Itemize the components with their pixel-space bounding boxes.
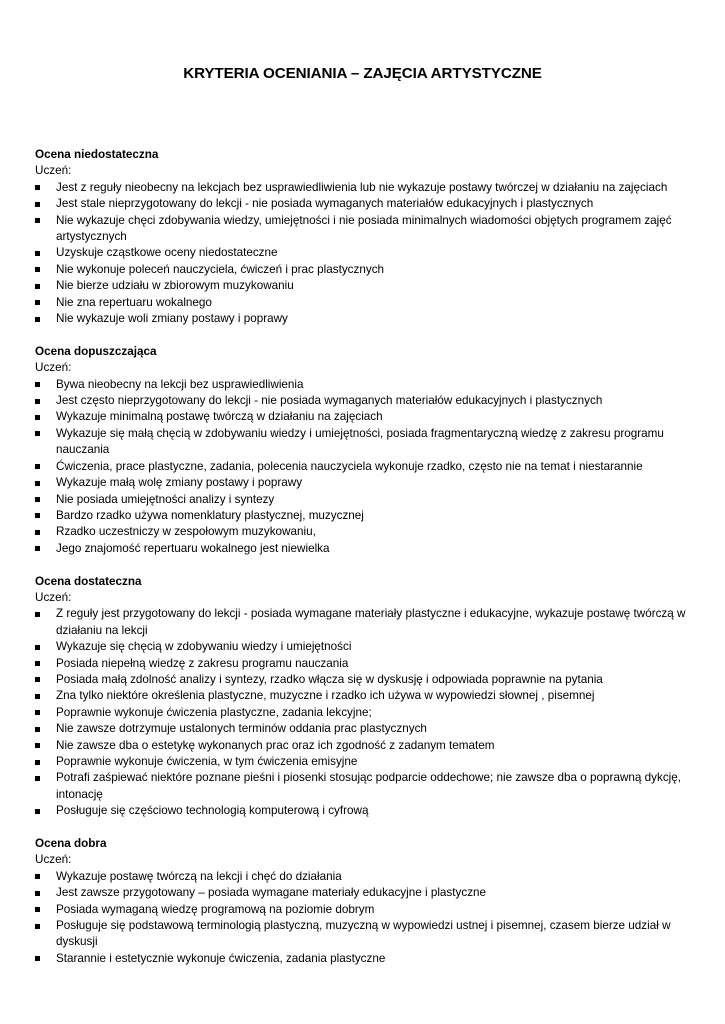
criteria-item [35, 492, 695, 508]
criteria-text: Wykazuje się małą chęcią w zdobywaniu wiedzy i umiejętności, posiada fragmentaryczną wiedzę z zakresu programu nauczania [56, 426, 664, 457]
criteria-text: Jest zawsze przygotowany – posiada wymagane materiały edukacyjne i plastyczne [56, 886, 487, 900]
square-bullet-icon [35, 431, 40, 436]
square-bullet-icon [35, 956, 40, 961]
criteria-item [35, 213, 695, 246]
criteria-text: Jego znajomość repertuaru wokalnego jest niewielka [56, 541, 330, 555]
square-bullet-icon [35, 399, 40, 404]
criteria-item [35, 475, 695, 491]
grade-section [35, 344, 695, 557]
criteria-item [35, 459, 695, 475]
square-bullet-icon [35, 743, 40, 748]
criteria-item [35, 721, 695, 737]
square-bullet-icon [35, 809, 40, 814]
square-bullet-icon [35, 464, 40, 469]
criteria-text: Bywa nieobecny na lekcji bez usprawiedliwienia [56, 377, 304, 391]
criteria-text: Nie zawsze dba o estetykę wykonanych prac oraz ich zgodność z zadanym tematem [56, 738, 495, 752]
square-bullet-icon [35, 710, 40, 715]
criteria-text: Z reguły jest przygotowany do lekcji - posiada wymagane materiały plastyczne i edukacyjne, wykazuje postawę twórczą w działaniu na lekcji [56, 607, 686, 637]
criteria-text: Nie wykonuje poleceń nauczyciela, ćwiczeń i prac plastycznych [56, 262, 385, 276]
criteria-text: Jest stale nieprzygotowany do lekcji - nie posiada wymaganych materiałów edukacyjnych i plastycznych [56, 197, 594, 211]
criteria-text: Zna tylko niektóre określenia plastyczne, muzyczne i rzadko ich używa w wypowiedzi słownej , pisemnej [56, 689, 595, 703]
criteria-text: Wykazuje się chęcią w zdobywaniu wiedzy i umiejętności [56, 640, 352, 654]
square-bullet-icon [35, 546, 40, 551]
criteria-item [35, 688, 695, 704]
square-bullet-icon [35, 530, 40, 535]
criteria-item [35, 508, 695, 524]
square-bullet-icon [35, 677, 40, 682]
square-bullet-icon [35, 251, 40, 256]
criteria-item [35, 869, 695, 885]
square-bullet-icon [35, 218, 40, 223]
criteria-item [35, 311, 695, 327]
criteria-text: Nie bierze udziału w zbiorowym muzykowaniu [56, 279, 294, 293]
criteria-item [35, 754, 695, 770]
criteria-text: Nie zna repertuaru wokalnego [56, 295, 212, 309]
criteria-text: Nie zawsze dotrzymuje ustalonych terminów oddania prac plastycznych [56, 722, 427, 736]
criteria-text: Rzadko uczestniczy w zespołowym muzykowaniu, [56, 525, 316, 539]
square-bullet-icon [35, 891, 40, 896]
square-bullet-icon [35, 694, 40, 699]
criteria-item [35, 524, 695, 540]
criteria-item [35, 377, 695, 393]
criteria-list [35, 606, 695, 819]
square-bullet-icon [35, 513, 40, 518]
square-bullet-icon [35, 317, 40, 322]
square-bullet-icon [35, 202, 40, 207]
square-bullet-icon [35, 481, 40, 486]
square-bullet-icon [35, 185, 40, 190]
criteria-item [35, 426, 695, 459]
square-bullet-icon [35, 300, 40, 305]
square-bullet-icon [35, 267, 40, 272]
student-intro: Uczeń: [35, 853, 72, 867]
criteria-text: Jest z reguły nieobecny na lekcjach bez usprawiedliwienia lub nie wykazuje postawy twórczej w działaniu na zajęciach [56, 180, 668, 194]
criteria-item [35, 262, 695, 278]
criteria-item [35, 803, 695, 819]
criteria-item [35, 541, 695, 557]
criteria-list [35, 377, 695, 557]
square-bullet-icon [35, 612, 40, 617]
criteria-item [35, 639, 695, 655]
criteria-item [35, 770, 695, 803]
criteria-text: Poprawnie wykonuje ćwiczenia, w tym ćwiczenia emisyjne [56, 755, 358, 768]
square-bullet-icon [35, 415, 40, 420]
criteria-text: Posługuje się podstawową terminologią plastyczną, muzyczną w wypowiedzi ustnej i pisemnej, czasem bierze udział w dyskusji [56, 919, 671, 949]
criteria-list [35, 869, 695, 967]
grade-section [35, 147, 695, 327]
grade-section [35, 574, 695, 820]
grade-heading: Ocena dobra [35, 837, 107, 851]
criteria-text: Jest często nieprzygotowany do lekcji - nie posiada wymaganych materiałów edukacyjnych i plastycznych [56, 394, 603, 408]
criteria-text: Ćwiczenia, prace plastyczne, zadania, polecenia nauczyciela wykonuje rzadko, często nie na temat i niestarannie [56, 459, 643, 473]
criteria-text: Posługuje się częściowo technologią komputerową i cyfrową [56, 804, 369, 818]
square-bullet-icon [35, 760, 40, 765]
criteria-text: Nie wykazuje woli zmiany postawy i poprawy [56, 312, 288, 326]
document-title: KRYTERIA OCENIANIA – ZAJĘCIA ARTYSTYCZNE [183, 65, 542, 82]
criteria-text: Bardzo rzadko używa nomenklatury plastycznej, muzycznej [56, 508, 364, 522]
criteria-item [35, 180, 695, 196]
criteria-text: Uzyskuje cząstkowe oceny niedostateczne [56, 246, 278, 260]
criteria-text: Posiada wymaganą wiedzę programową na poziomie dobrym [56, 902, 375, 916]
criteria-item [35, 738, 695, 754]
criteria-item [35, 885, 695, 901]
criteria-item [35, 705, 695, 721]
criteria-text: Nie wykazuje chęci zdobywania wiedzy, umiejętności i nie posiada minimalnych wiadomości objętych programem zajęć artystycznych [56, 213, 672, 244]
criteria-item [35, 278, 695, 294]
student-intro: Uczeń: [35, 361, 72, 375]
criteria-text: Posiada małą zdolność analizy i syntezy, rzadko włącza się w dyskusję i odpowiada poprawnie na pytania [56, 672, 603, 686]
criteria-item [35, 918, 695, 951]
square-bullet-icon [35, 645, 40, 650]
criteria-text: Poprawnie wykonuje ćwiczenia plastyczne, zadania lekcyjne; [56, 705, 372, 719]
grade-section [35, 836, 695, 967]
criteria-item [35, 196, 695, 212]
grade-heading: Ocena dopuszczająca [35, 344, 157, 358]
square-bullet-icon [35, 776, 40, 781]
criteria-item [35, 951, 695, 967]
student-intro: Uczeń: [35, 164, 72, 178]
square-bullet-icon [35, 907, 40, 912]
criteria-item [35, 409, 695, 425]
criteria-item [35, 245, 695, 261]
square-bullet-icon [35, 497, 40, 502]
criteria-item [35, 393, 695, 409]
grade-heading: Ocena niedostateczna [35, 148, 159, 161]
square-bullet-icon [35, 661, 40, 666]
square-bullet-icon [35, 924, 40, 929]
square-bullet-icon [35, 727, 40, 732]
criteria-text: Nie posiada umiejętności analizy i syntezy [56, 492, 275, 506]
criteria-text: Starannie i estetycznie wykonuje ćwiczenia, zadania plastyczne [56, 951, 386, 965]
criteria-item [35, 295, 695, 311]
criteria-item [35, 656, 695, 672]
student-intro: Uczeń: [35, 590, 72, 604]
grade-heading: Ocena dostateczna [35, 574, 142, 588]
criteria-text: Wykazuje postawę twórczą na lekcji i chęć do działania [56, 869, 342, 883]
square-bullet-icon [35, 382, 40, 387]
criteria-text: Wykazuje minimalną postawę twórczą w działaniu na zajęciach [56, 410, 383, 424]
criteria-item [35, 606, 695, 639]
criteria-content [35, 147, 695, 984]
criteria-text: Wykazuje małą wolę zmiany postawy i poprawy [56, 476, 303, 490]
criteria-text: Posiada niepełną wiedzę z zakresu programu nauczania [56, 656, 349, 670]
square-bullet-icon [35, 874, 40, 879]
criteria-text: Potrafi zaśpiewać niektóre poznane pieśni i piosenki stosując podparcie oddechowe; nie zawsze dba o poprawną dykcję, intonację [56, 771, 682, 801]
square-bullet-icon [35, 284, 40, 289]
criteria-list [35, 180, 695, 328]
criteria-item [35, 902, 695, 918]
criteria-item [35, 672, 695, 688]
